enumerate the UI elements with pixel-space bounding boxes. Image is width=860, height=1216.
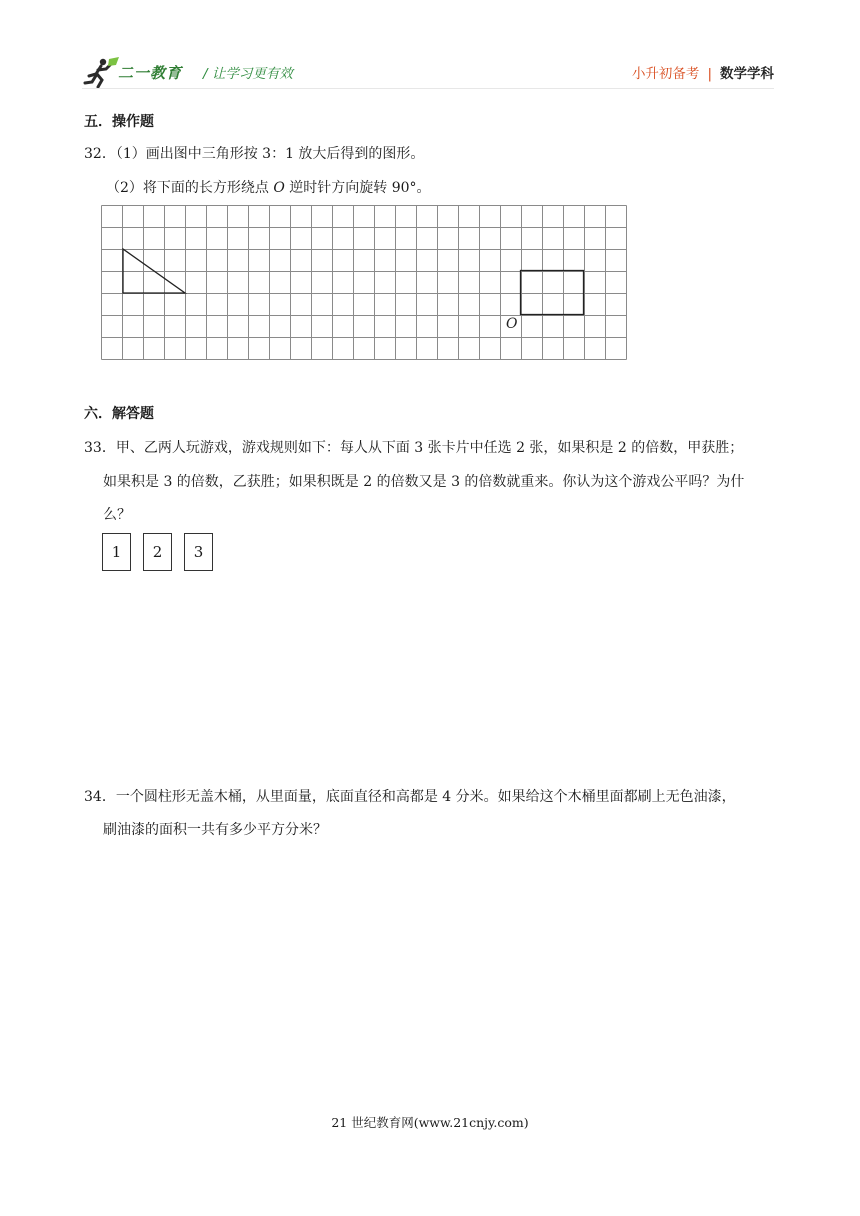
q32-point-o: O [273,180,285,196]
card-2: 2 [143,533,172,571]
section-5-title: 五．操作题 [84,114,154,130]
card-3: 3 [184,533,213,571]
q32-part2-pre: （2）将下面的长方形绕点 [106,180,274,196]
q34-line1: 34．一个圆柱形无盖木桶，从里面量，底面直径和高都是 4 分米。如果给这个木桶里面都刷上无色油漆， [84,789,736,805]
subject-label: 数学学科 [720,66,774,82]
q33-line2: 如果积是 3 的倍数，乙获胜；如果积既是 2 的倍数又是 3 的倍数就重来。你认为这个游戏公平吗？为什 [103,474,745,490]
header-separator: | [707,66,712,82]
header-divider [82,88,774,89]
q32-part2 [106,178,431,198]
card-1: 1 [102,533,131,571]
rectangle [521,271,584,315]
q33-line3: 么？ [103,507,131,523]
logo-runner-icon [82,56,122,90]
slogan: / 让学习更有效 [203,66,293,82]
brand-name: 二一教育 [118,64,183,82]
section-6-title: 六．解答题 [84,406,154,422]
footer-source: 21 世纪教育网(www.21cnjy.com) [331,1115,529,1130]
grid-point-o: O [506,316,518,332]
q34-line2: 刷油漆的面积一共有多少平方分米？ [103,822,327,838]
exam-label: 小升初备考 [631,66,700,82]
q32-part1: 32．（1）画出图中三角形按 3：1 放大后得到的图形。 [84,146,425,162]
q33-line1: 33．甲、乙两人玩游戏，游戏规则如下：每人从下面 3 张卡片中任选 2 张，如果积是 2 的倍数，甲获胜； [84,440,744,456]
square-grid [100,204,628,360]
header-right [632,62,774,82]
q32-part2-post: 逆时针方向旋转 90°。 [284,180,431,196]
